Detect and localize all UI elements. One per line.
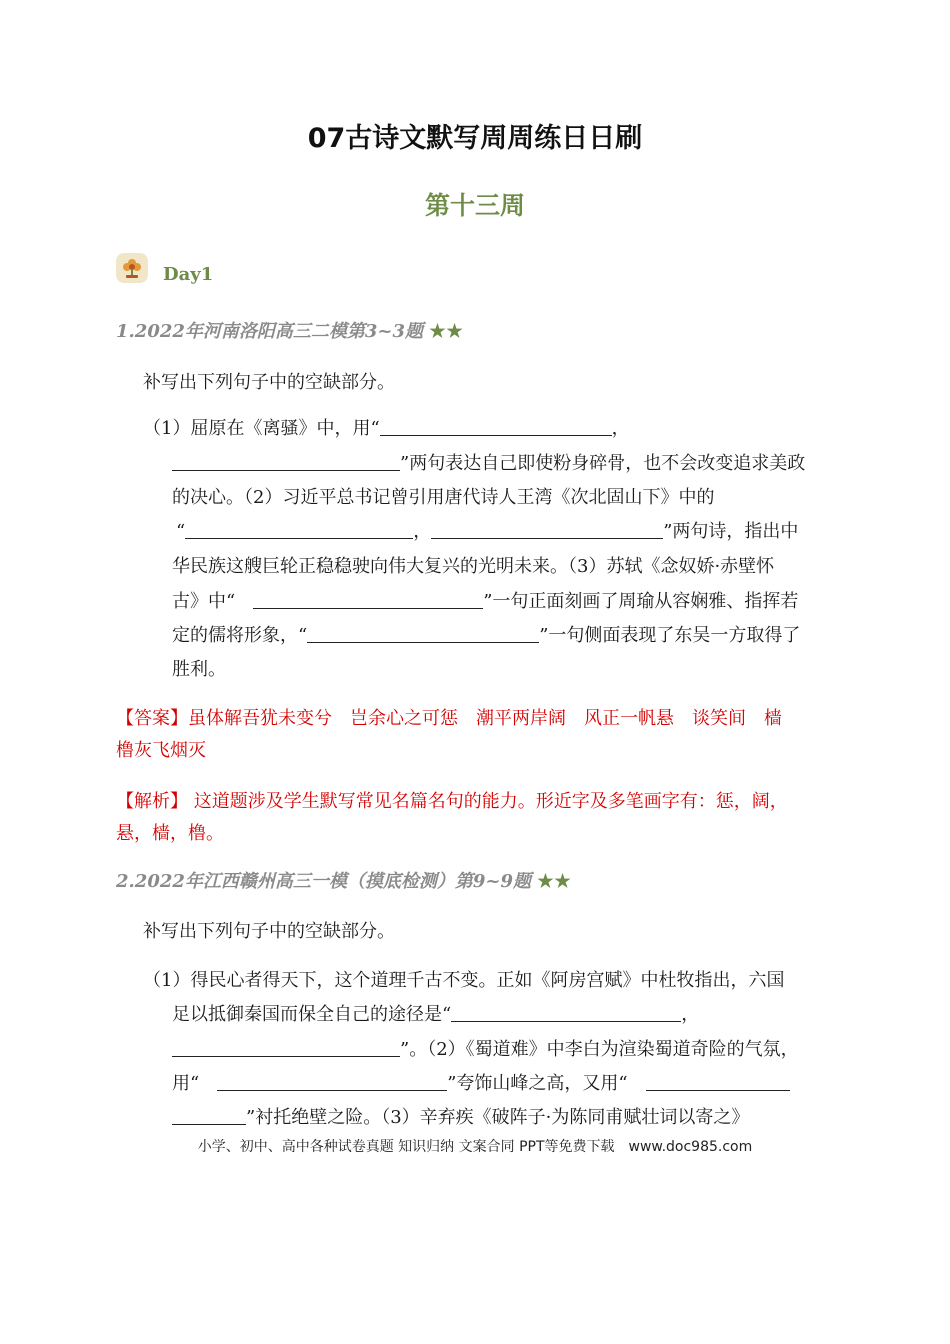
question-1-line xyxy=(143,414,630,440)
question-2-line xyxy=(172,1035,799,1061)
answer-blank[interactable] xyxy=(380,417,612,436)
answer-blank[interactable] xyxy=(253,590,483,609)
text-segment: ”衬托绝壁之险。（3）辛弃疾《破阵子·为陈同甫赋壮词以寄之》 xyxy=(246,1107,750,1128)
answer-blank[interactable] xyxy=(172,452,400,471)
text-segment: ”。（2）《蜀道难》中李白为渲染蜀道奇险的气氛， xyxy=(400,1039,799,1060)
text-segment: 足以抵御秦国而保全自己的途径是“ xyxy=(172,1004,452,1025)
text-segment: （1）屈原在《离骚》中，用“ xyxy=(143,418,380,439)
week-subtitle: 第十三周 xyxy=(424,191,525,220)
question-1-heading xyxy=(116,317,464,343)
question-2-line xyxy=(172,1069,790,1095)
answer-blank[interactable] xyxy=(307,624,539,643)
question-2-heading xyxy=(116,867,572,893)
question-1-intro: 补写出下列句子中的空缺部分。 xyxy=(143,372,395,393)
question-2-line xyxy=(172,1103,749,1129)
day-label: Day1 xyxy=(163,264,214,285)
text-segment: ”两句表达自己即使粉身碎骨，也不会改变追求美政 xyxy=(400,453,806,474)
answer-blank[interactable] xyxy=(217,1072,447,1091)
question-1-line: 胜利。 xyxy=(172,659,226,680)
answer-blank[interactable] xyxy=(185,520,413,539)
analysis-text: 【解析】 这道题涉及学生默写常见名篇名句的能力。形近字及多笔画字有：惩，阔， xyxy=(116,791,788,812)
question-2-line: （1）得民心者得天下，这个道理千古不变。正如《阿房宫赋》中杜牧指出，六国 xyxy=(143,970,785,991)
difficulty-stars: ★★ xyxy=(537,871,572,892)
answer-text: 橹灰飞烟灭 xyxy=(116,740,206,761)
text-segment: ”一句侧面表现了东吴一方取得了 xyxy=(539,625,801,646)
question-2-intro: 补写出下列句子中的空缺部分。 xyxy=(143,921,395,942)
answer-text: 【答案】虽体解吾犹未变兮 岂余心之可惩 潮平两岸阔 风正一帆悬 谈笑间 樯 xyxy=(116,708,782,729)
text-segment: ， xyxy=(611,418,630,439)
answer-blank[interactable] xyxy=(172,1106,246,1125)
analysis-text: 悬，樯，橹。 xyxy=(116,823,224,844)
question-1-line xyxy=(172,587,798,613)
text-segment: “ xyxy=(176,521,186,542)
text-segment: 古》中“ xyxy=(172,591,236,612)
answer-blank[interactable] xyxy=(431,520,663,539)
text-segment: ”夸饰山峰之高，又用“ xyxy=(447,1073,628,1094)
flower-icon xyxy=(116,253,148,283)
text-segment: ”两句诗，指出中 xyxy=(663,521,799,542)
page-footer: 小学、初中、高中各种试卷真题 知识归纳 文案合同 PPT等免费下载 www.doc985.com xyxy=(197,1139,753,1155)
text-segment: ， xyxy=(681,1004,700,1025)
question-1-source: 1.2022年河南洛阳高三二模第3~3题 xyxy=(116,321,424,342)
question-1-line xyxy=(176,517,798,543)
answer-blank[interactable] xyxy=(646,1072,790,1091)
question-1-line xyxy=(172,621,800,647)
difficulty-stars: ★★ xyxy=(429,321,464,342)
text-segment: ”一句正面刻画了周瑜从容娴雅、指挥若 xyxy=(483,591,799,612)
question-2-source: 2.2022年江西赣州高三一模（摸底检测）第9~9题 xyxy=(116,871,532,892)
text-segment: 用“ xyxy=(172,1073,200,1094)
question-1-line xyxy=(172,449,805,475)
question-1-line: 的决心。（2）习近平总书记曾引用唐代诗人王湾《次北固山下》中的 xyxy=(172,487,715,508)
answer-blank[interactable] xyxy=(451,1003,681,1022)
text-segment: 定的儒将形象，“ xyxy=(172,625,308,646)
document-title: 07古诗文默写周周练日日刷 xyxy=(307,123,643,154)
answer-blank[interactable] xyxy=(172,1038,400,1057)
text-segment: ， xyxy=(413,521,432,542)
question-1-line: 华民族这艘巨轮正稳稳驶向伟大复兴的光明未来。（3）苏轼《念奴娇·赤壁怀 xyxy=(172,556,775,577)
question-2-line xyxy=(172,1000,699,1026)
